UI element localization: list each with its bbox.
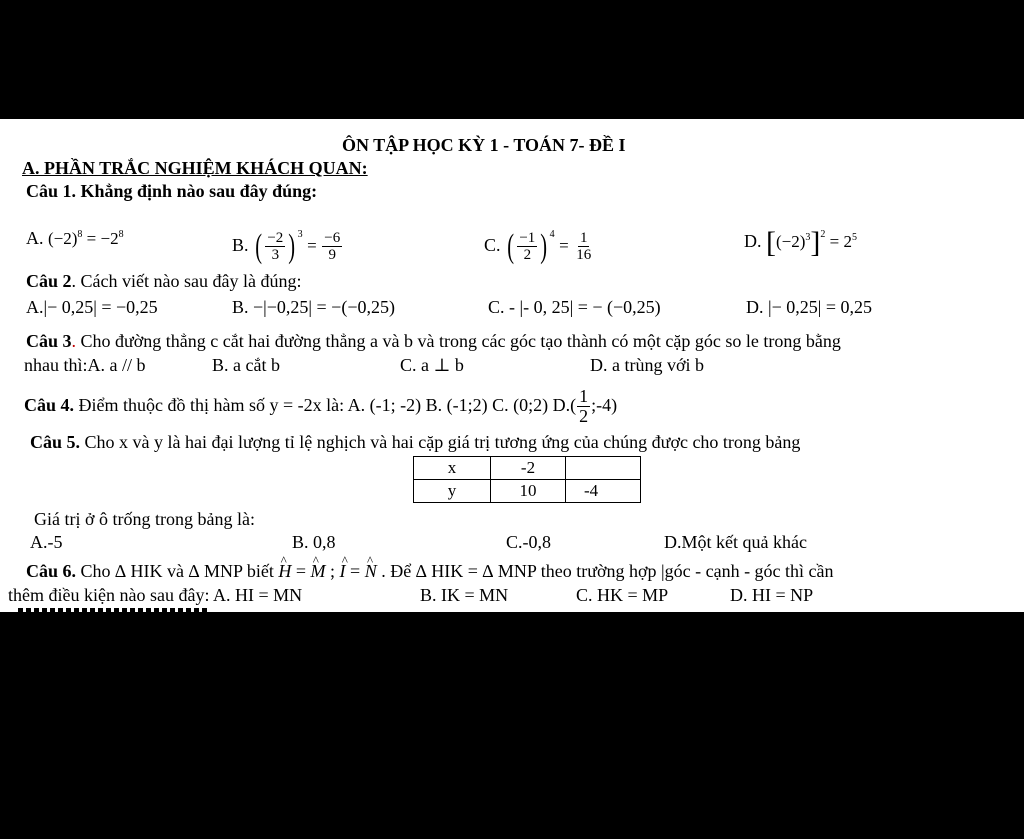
- q2-option-a: A.|− 0,25| = −0,25: [26, 297, 158, 317]
- q1-c-rnum: 1: [579, 230, 588, 247]
- q1-b-rden: 9: [328, 247, 336, 264]
- q6-option-b: B. IK = MN: [420, 585, 509, 605]
- q5-option-d: D.Một kết quả khác: [664, 532, 807, 552]
- q1-d-rhs: = 2: [825, 232, 853, 251]
- q1-option-c: C. ( $\frac{-1}{2}$ ) $^4$ = $\frac{1}{16}$: [484, 227, 592, 265]
- q6-text-1: Cho ∆ HIK và ∆ MNP biết: [76, 561, 279, 581]
- q3-option-c: C. a ⊥ b: [400, 355, 464, 375]
- table-cell-empty: [566, 457, 641, 480]
- q6-angle-m: ^ M: [311, 561, 326, 581]
- q2-text: . Cách viết nào sau đây là đúng:: [71, 271, 302, 291]
- table-cell: -4: [566, 480, 641, 503]
- q2-option-c: C. - |- 0, 25| = − (−0,25): [488, 297, 661, 317]
- q6-angle-h: ^ H: [278, 561, 291, 581]
- q1-c-rden: 16: [576, 247, 592, 264]
- q6-angle-i: ^ I: [340, 561, 346, 581]
- table-row: [414, 480, 641, 503]
- q2-number: Câu 2: [26, 271, 72, 291]
- q6-angle-n: ^ N: [365, 561, 377, 581]
- document-page: [0, 119, 1024, 612]
- q1-option-b: B. ( $\frac{-2}{3}$ ) $^3$ = $\frac{-6}{9}$: [232, 227, 341, 265]
- q1-c-label: C.: [484, 235, 501, 255]
- q6-option-a: thêm điều kiện nào sau đây: A. HI = MN: [8, 585, 303, 605]
- q6-option-c: C. HK = MP: [576, 585, 669, 605]
- q5-option-c: C.-0,8: [506, 532, 551, 552]
- q3-dot: .: [71, 331, 77, 351]
- q1-b-rhs: [322, 230, 342, 263]
- q1-c-exp: 4: [549, 229, 555, 240]
- q1-option-a: [26, 225, 124, 249]
- q4-stem: [24, 385, 617, 426]
- q1-a-exp: 8: [77, 229, 83, 240]
- q3-option-a: nhau thì:A. a // b: [24, 355, 146, 375]
- q3-stem: [26, 331, 841, 351]
- q1-b-rnum: −6: [324, 230, 341, 247]
- q1-b-den: 3: [271, 247, 280, 264]
- q6-number: Câu 6.: [26, 561, 77, 581]
- q1-d-label: D.: [744, 231, 762, 251]
- q4-frac-num: 1: [579, 386, 589, 407]
- q6-stem: [26, 561, 834, 581]
- q4-text: Điểm thuộc đồ thị hàm số y = -2x là: A. (-1; -2) B. (-1;2) C. (0;2) D.(: [74, 395, 577, 415]
- q1-b-exp: 3: [297, 229, 303, 240]
- q1-c-rhs: [574, 230, 593, 263]
- q1-d-inner-exp: 3: [805, 232, 811, 243]
- q6-sep: ;: [325, 561, 340, 581]
- q3-number: Câu 3: [26, 331, 72, 351]
- q1-option-d: D. $[(-2)^3]^2 = 2^5$: [744, 225, 858, 259]
- q5-option-b: B. 0,8: [292, 532, 336, 552]
- q1-d-outer-exp: 2: [820, 229, 826, 240]
- q3-option-d: D. a trùng với b: [590, 355, 705, 375]
- q1-b-num: −2: [267, 230, 284, 247]
- q2-option-d: D. |− 0,25| = 0,25: [746, 297, 873, 317]
- q5-prompt: Giá trị ở ô trống trong bảng là:: [34, 509, 255, 529]
- cropped-text-fragment: [18, 608, 208, 612]
- q1-a-expr: (−2): [48, 229, 78, 248]
- q2-option-b: B. −|−0,25| = −(−0,25): [232, 297, 395, 317]
- q4-number: Câu 4.: [24, 395, 75, 415]
- q3-option-b: B. a cắt b: [212, 355, 280, 375]
- table-row: [414, 457, 641, 480]
- q2-stem: [26, 271, 301, 291]
- q6-eq2: =: [345, 561, 365, 581]
- q4-tail: ;-4): [591, 395, 618, 415]
- q1-b-label: B.: [232, 235, 249, 255]
- table-cell: 10: [491, 480, 566, 503]
- q3-text: Cho đường thẳng c cắt hai đường thẳng a và b và trong các góc tạo thành có một cặp góc so le trong bằng: [76, 331, 841, 351]
- table-cell: -2: [491, 457, 566, 480]
- q5-number: Câu 5.: [30, 432, 81, 452]
- q4-d-frac: [577, 387, 590, 426]
- table-cell: x: [414, 457, 491, 480]
- q1-d-inner: (−2): [776, 232, 806, 251]
- q6-text-2: . Để ∆ HIK = ∆ MNP theo trường hợp |góc - cạnh - góc thì cần: [376, 561, 834, 581]
- q4-frac-den: 2: [579, 406, 589, 427]
- q1-a-label: A.: [26, 228, 44, 248]
- q1-a-rhs-exp: 8: [118, 229, 124, 240]
- q1-c-frac: [517, 230, 537, 263]
- q1-a-rhs: = −2: [82, 229, 119, 248]
- q1-b-frac: [265, 230, 285, 263]
- table-cell: y: [414, 480, 491, 503]
- q5-stem: [30, 432, 800, 452]
- q5-text: Cho x và y là hai đại lượng tỉ lệ nghịch và hai cặp giá trị tương ứng của chúng được cho trong bảng: [80, 432, 801, 452]
- q1-c-den: 2: [523, 247, 532, 264]
- q1-d-rhs-exp: 5: [852, 232, 858, 243]
- section-heading: A. PHẦN TRẮC NGHIỆM KHÁCH QUAN:: [22, 158, 368, 178]
- page-title: ÔN TẬP HỌC KỲ 1 - TOÁN 7- ĐỀ I: [342, 135, 626, 155]
- q1-stem: Câu 1. Khẳng định nào sau đây đúng:: [26, 181, 318, 201]
- q6-option-d: D. HI = NP: [730, 585, 814, 605]
- value-table: [413, 456, 641, 503]
- q1-c-num: −1: [519, 230, 536, 247]
- q5-option-a: A.-5: [30, 532, 63, 552]
- q6-eq1: =: [291, 561, 311, 581]
